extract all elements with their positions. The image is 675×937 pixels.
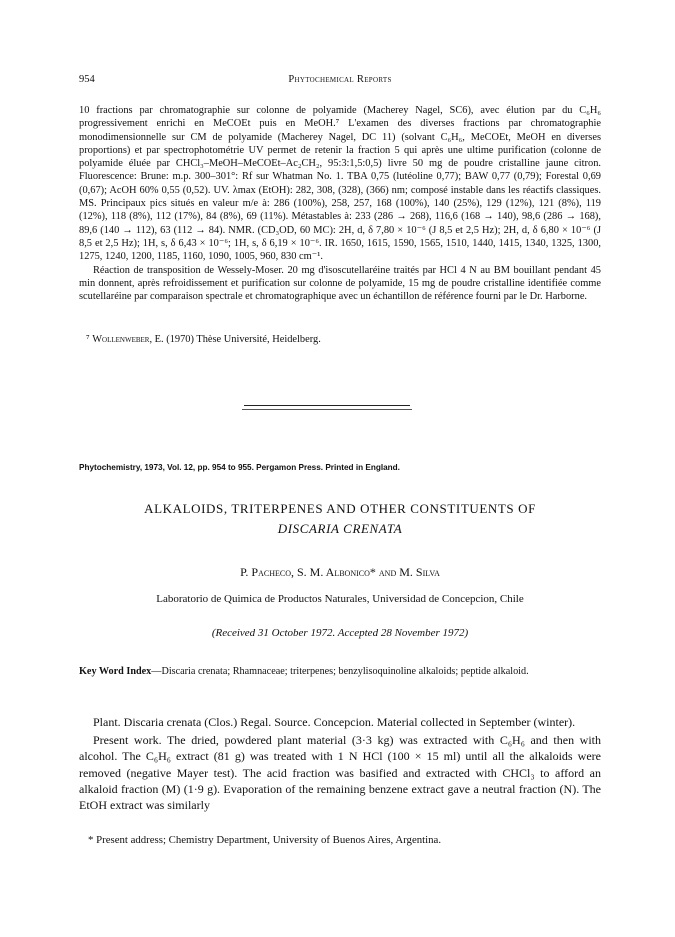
article-title-line-1: ALKALOIDS, TRITERPENES AND OTHER CONSTITUENTS OF xyxy=(144,501,536,516)
plant-paragraph: Plant. Discaria crenata (Clos.) Regal. Source. Concepcion. Material collected in September (winter). xyxy=(93,715,576,729)
author-footnote: * Present address; Chemistry Department, University of Buenos Aires, Argentina. xyxy=(88,834,442,846)
keyword-index xyxy=(79,665,601,678)
page-number: 954 xyxy=(79,74,95,85)
footnote-7 xyxy=(86,333,608,346)
article-dates: (Received 31 October 1972. Accepted 28 November 1972) xyxy=(211,627,469,639)
keyword-list: —Discaria crenata; Rhamnaceae; triterpenes; benzylisoquinoline alkaloids; peptide alkaloid. xyxy=(151,666,529,677)
footnote-author: Wollenweber, E. xyxy=(92,334,164,345)
running-title: Phytochemical Reports xyxy=(288,74,392,85)
footnote-text: (1970) Thèse Université, Heidelberg. xyxy=(166,334,321,345)
footnote-marker: ⁷ xyxy=(86,334,90,345)
article-title-line-2: DISCARIA CRENATA xyxy=(277,521,403,536)
keyword-label: Key Word Index xyxy=(79,666,152,677)
page-header xyxy=(79,74,601,88)
article-body xyxy=(79,714,601,813)
paragraph-isoscutellarein: 10 fractions par chromatographie sur colonne de polyamide (Macherey Nagel, SC6), avec élution par du C₆H₆ progressivement enrichi en MeCOEt puis en MeOH.⁷ L'examen des diverses fractions par chromatographie monodimensionnelle sur CM de polyamide (Macherey Nagel, DC 11) (solvant C₆H₆, MeCOEt, MeOH en diverses proportions) et par spectrophotométrie UV permet de retenir la fraction 5 qui après une ultime purification (colonne de polyamide éluée par CHCl₃–MeOH–MeCOEt–Ac₂CH₂, 95:3:1,5:0,5) livre 50 mg de poudre cristalline jaune citron. Fluorescence: Brune: m.p. 300–301°: Rf sur Whatman No. 1. TBA 0,75 (lutéoline 0,77); BAW 0,77 (0,79); Forestal 0,69 (0,67); AcOH 60% 0,55 (0,52). UV. λmax (EtOH): 282, 308, (328), (366) nm; composé instable dans les réactifs classiques. MS. Principaux pics situés en valeur m/e à: 286 (100%), 258, 257, 168 (100%), 140 (25%), 129 (12%), 121 (8%), 119 (12%), 118 (8%), 112 (17%), 84 (8%), 69 (11%). Métastables à: 233 (286 → 268), 116,6 (168 → 140), 98,6 (286 → 168), 89,6 (140 → 112), 63 (112 → 84). NMR. (CD₃OD, 60 MC): 2H, d, δ 7,80 × 10⁻⁶ (J 8,5 et 2,5 Hz); 2H, d, δ 6,80 × 10⁻⁶ (J 8,5 et 2,5 Hz); 1H, s, δ 6,43 × 10⁻⁶; 1H, s, δ 6,19 × 10⁻⁶. IR. 1650, 1615, 1590, 1565, 1510, 1440, 1415, 1340, 1325, 1300, 1275, 1240, 1200, 1185, 1160, 1090, 1005, 960, 830 cm⁻¹. xyxy=(79,105,601,263)
present-work-paragraph: Present work. The dried, powdered plant material (3·3 kg) was extracted with C₆H₆ and then with alcohol. The C₆H₆ extract (81 g) was treated with 1 N HCl (100 × 15 ml) until all the alkaloids were removed (negative Mayer test). The acid fraction was basified and extracted with CHCl₃ to afford an alkaloid fraction (M) (1·9 g). Evaporation of the remaining benzene extract gave a neutral fraction (N). The EtOH extract was similarly xyxy=(79,733,601,813)
paragraph-wessely-moser: Réaction de transposition de Wessely-Moser. 20 mg d'isoscutellaréine traités par HCl 4 N au BM bouillant pendant 45 min donnent, après refroidissement et purification sur colonne de polyamide, 15 mg de poudre cristalline identifiée comme scutellaréine par comparaison spectrale et chromatographique avec un échantillon de référence fourni par le Dr. Harborne. xyxy=(79,264,601,303)
article-affiliation: Laboratorio de Quimica de Productos Naturales, Universidad de Concepcion, Chile xyxy=(156,593,524,605)
continued-text xyxy=(79,104,601,303)
article-authors: P. Pacheco, S. M. Albonico* and M. Silva xyxy=(240,565,440,579)
section-divider-top xyxy=(244,405,410,406)
journal-citation-line: Phytochemistry, 1973, Vol. 12, pp. 954 to 955. Pergamon Press. Printed in England. xyxy=(79,463,400,472)
section-divider-bottom xyxy=(242,409,412,410)
